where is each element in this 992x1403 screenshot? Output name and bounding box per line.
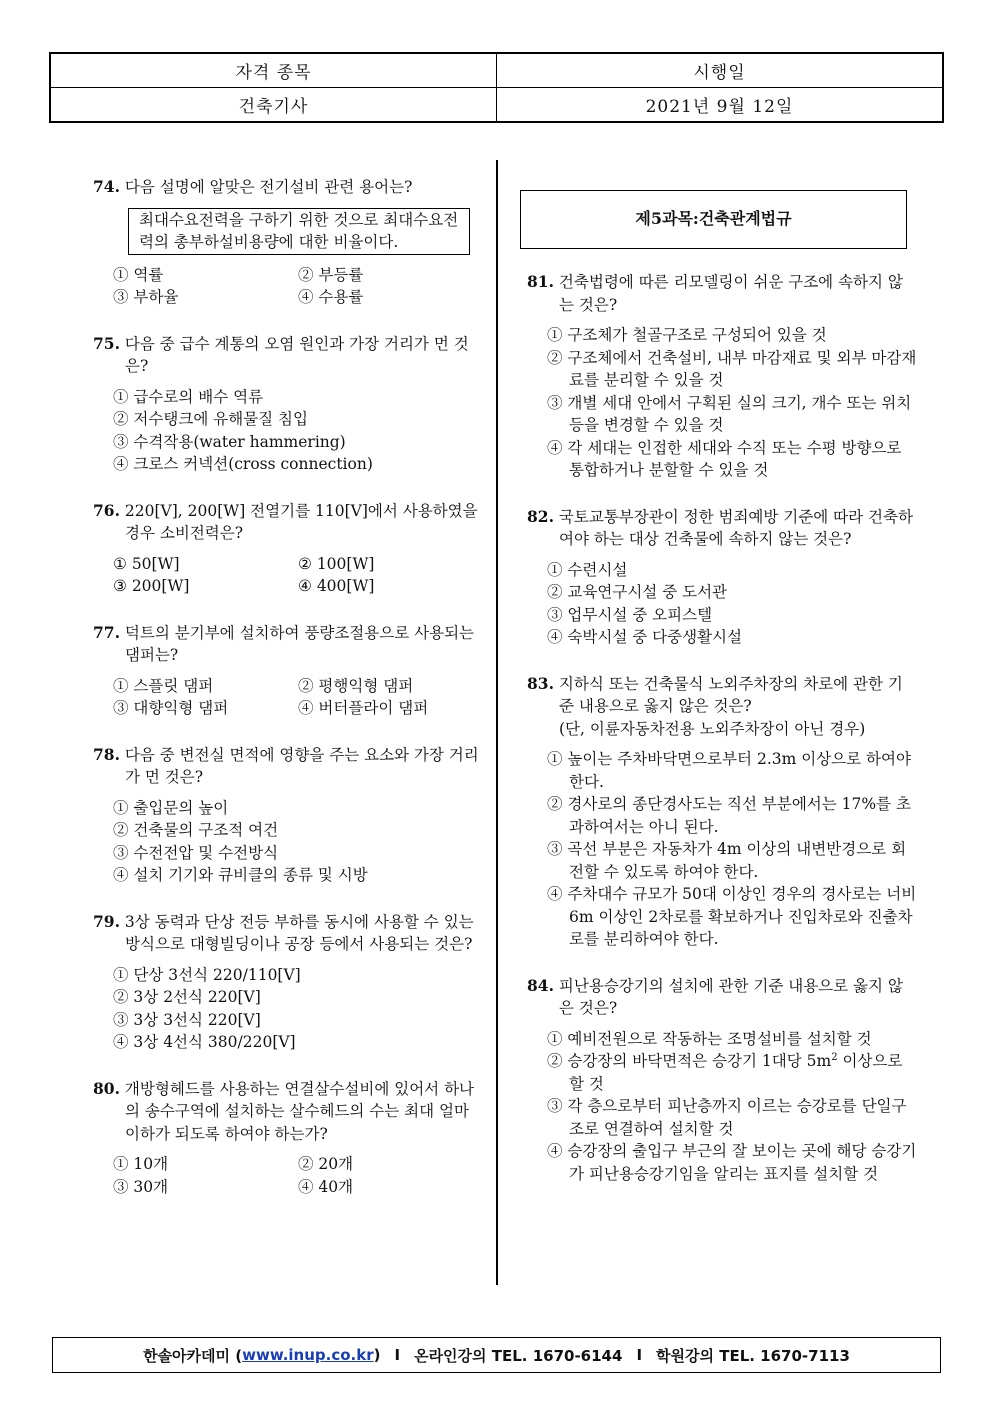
choice-3: ③ 3상 3선식 220[V] bbox=[113, 1010, 261, 1029]
choice-1: ① 급수로의 배수 역류 bbox=[113, 387, 264, 406]
question-stem: 76. 220[V], 200[W] 전열기를 110[V]에서 사용하였을 경우 소비전력은? bbox=[93, 500, 478, 542]
question-80 bbox=[93, 1078, 488, 1199]
choice-2: ② 교육연구시설 중 도서관 bbox=[547, 583, 728, 601]
choice-list bbox=[93, 386, 488, 476]
question-81 bbox=[527, 271, 917, 482]
right-column bbox=[527, 190, 917, 1204]
choice-3: ③ 200[W] bbox=[113, 577, 190, 595]
choice-1: ① 높이는 주차바닥면으로부터 2.3m 이상으로 하여야 한다. bbox=[547, 750, 911, 791]
choice-3: ③ 수격작용(water hammering) bbox=[113, 432, 346, 451]
choice-list bbox=[527, 324, 917, 482]
choice-list bbox=[93, 964, 488, 1054]
choice-3: ③ 개별 세대 안에서 구획된 실의 크기, 개수 또는 위치 등을 변경할 수 있을 것 bbox=[547, 393, 912, 434]
question-83 bbox=[527, 673, 917, 951]
choice-4: ④ 설치 기기와 큐비클의 종류 및 시방 bbox=[113, 866, 368, 884]
question-info-box: 최대수요전력을 구하기 위한 것으로 최대수요전력의 총부하설비용량에 대한 비율이다. bbox=[128, 208, 470, 255]
question-stem: 79. 3상 동력과 단상 전등 부하를 동시에 사용할 수 있는 방식으로 대형빌딩이나 공장 등에서 사용되는 것은? bbox=[93, 911, 474, 953]
choice-3: ③ 곡선 부분은 자동차가 4m 이상의 내변반경으로 회전할 수 있도록 하여야 한다. bbox=[547, 840, 907, 881]
exam-date-value: 2021년 9월 12일 bbox=[645, 96, 794, 117]
choice-4: ④ 3상 4선식 380/220[V] bbox=[113, 1033, 296, 1051]
choice-list bbox=[527, 748, 917, 951]
choice-3: ③ 업무시설 중 오피스텔 bbox=[547, 605, 713, 624]
left-column bbox=[93, 176, 488, 1217]
choice-1: ① 예비전원으로 작동하는 조명설비를 설치할 것 bbox=[547, 1029, 872, 1048]
footer-bar bbox=[52, 1337, 941, 1373]
exam-date-label: 시행일 bbox=[497, 54, 942, 88]
choice-list bbox=[93, 264, 488, 309]
choice-list bbox=[527, 559, 917, 649]
choice-2: ② 구조체에서 건축설비, 내부 마감재료 및 외부 마감재료를 분리할 수 있을 것 bbox=[547, 348, 917, 389]
choice-list bbox=[93, 675, 488, 720]
choice-3: ③ 수전전압 및 수전방식 bbox=[113, 843, 279, 862]
question-stem: 77. 덕트의 분기부에 설치하여 풍량조절용으로 사용되는 댐퍼는? bbox=[93, 622, 475, 664]
choice-4: ④ 크로스 커넥션(cross connection) bbox=[113, 455, 373, 473]
choice-4: ④ 40개 bbox=[298, 1177, 354, 1196]
question-82 bbox=[527, 506, 917, 649]
choice-list bbox=[93, 553, 488, 598]
exam-type-value: 건축기사 bbox=[51, 88, 497, 122]
question-stem: 84. 피난용승강기의 설치에 관한 기준 내용으로 옳지 않은 것은? bbox=[527, 975, 903, 1017]
choice-1: ① 50[W] bbox=[113, 554, 180, 573]
question-75 bbox=[93, 333, 488, 476]
choice-2: ② 승강장의 바닥면적은 승강기 1대당 $5m^2$ 이상으로 할 것 bbox=[547, 1051, 903, 1093]
question-stem: 74. 다음 설명에 알맞은 전기설비 관련 용어는? bbox=[93, 177, 413, 196]
choice-1: ① 출입문의 높이 bbox=[113, 798, 229, 817]
subject-title: 제5과목:건축관계법규 bbox=[520, 190, 907, 249]
question-76 bbox=[93, 500, 488, 598]
exam-info-table bbox=[49, 52, 944, 123]
choice-4: ④ 400[W] bbox=[298, 577, 375, 595]
question-74 bbox=[93, 176, 488, 309]
question-stem: 80. 개방형헤드를 사용하는 연결살수설비에 있어서 하나의 송수구역에 설치하는 살수헤드의 수는 최대 얼마 이하가 되도록 하여야 하는가? bbox=[93, 1078, 475, 1143]
question-77 bbox=[93, 622, 488, 720]
choice-1: ① 역률 bbox=[113, 265, 164, 284]
choice-3: ③ 각 층으로부터 피난층까지 이르는 승강로를 단일구조로 연결하여 설치할 것 bbox=[547, 1097, 907, 1138]
footer-academy: 한솔아카데미 ( bbox=[143, 1346, 243, 1365]
choice-1: ① 수련시설 bbox=[547, 560, 628, 579]
choice-2: ② 부등률 bbox=[298, 265, 364, 284]
question-84 bbox=[527, 975, 917, 1186]
question-stem: 83. 지하식 또는 건축물식 노외주차장의 차로에 관한 기준 내용으로 옳지 않은 것은? bbox=[527, 673, 903, 715]
footer-offline-phone: 학원강의 TEL. 1670-7113 bbox=[656, 1346, 850, 1365]
choice-3: ③ 대향익형 댐퍼 bbox=[113, 699, 229, 717]
choice-4: ④ 각 세대는 인접한 세대와 수직 또는 수평 방향으로 통합하거나 분할할 수 있을 것 bbox=[547, 438, 902, 479]
footer-separator: I bbox=[394, 1346, 401, 1364]
choice-2: ② 3상 2선식 220[V] bbox=[113, 988, 261, 1006]
question-stem: 78. 다음 중 변전실 면적에 영향을 주는 요소와 가장 거리가 먼 것은? bbox=[93, 744, 479, 786]
superscript: 2 bbox=[831, 1051, 838, 1063]
choice-1: ① 10개 bbox=[113, 1155, 169, 1173]
choice-1: ① 구조체가 철골구조로 구성되어 있을 것 bbox=[547, 326, 827, 344]
choice-4: ④ 승강장의 출입구 부근의 잘 보이는 곳에 해당 승강기가 피난용승강기임을 알리는 표지를 설치할 것 bbox=[547, 1142, 917, 1183]
choice-4: ④ 버터플라이 댐퍼 bbox=[298, 699, 429, 717]
choice-3: ③ 30개 bbox=[113, 1177, 169, 1196]
choice-list bbox=[93, 1153, 488, 1198]
question-stem: 82. 국토교통부장관이 정한 범죄예방 기준에 따라 건축하여야 하는 대상 건축물에 속하지 않는 것은? bbox=[527, 506, 913, 548]
choice-list bbox=[93, 797, 488, 887]
choice-2: ② 경사로의 종단경사도는 직선 부분에서는 17%를 초과하여서는 아니 된다. bbox=[547, 795, 912, 836]
choice-2: ② 저수탱크에 유해물질 침입 bbox=[113, 410, 308, 428]
choice-3: ③ 부하율 bbox=[113, 288, 179, 306]
choice-4: ④ 수용률 bbox=[298, 288, 364, 306]
choice-1: ① 스플릿 댐퍼 bbox=[113, 676, 214, 695]
choice-4: ④ 주차대수 규모가 50대 이상인 경우의 경사로는 너비 6m 이상인 2차로를 확보하거나 진입차로와 진출차로를 분리하여야 한다. bbox=[547, 885, 917, 948]
question-stem: 81. 건축법령에 따른 리모델링이 쉬운 구조에 속하지 않는 것은? bbox=[527, 272, 903, 314]
question-78 bbox=[93, 744, 488, 887]
footer-online-phone: 온라인강의 TEL. 1670-6144 bbox=[414, 1346, 623, 1365]
question-note: (단, 이륜자동차전용 노외주차장이 아닌 경우) bbox=[559, 719, 866, 738]
footer-paren: ) bbox=[373, 1346, 381, 1364]
choice-2: ② 100[W] bbox=[298, 554, 375, 573]
choice-2: ② 20개 bbox=[298, 1155, 354, 1173]
footer-website-link[interactable]: www.inup.co.kr bbox=[242, 1346, 374, 1364]
footer-separator: I bbox=[636, 1346, 643, 1364]
choice-list bbox=[527, 1028, 917, 1186]
exam-type-label: 자격 종목 bbox=[51, 54, 497, 88]
question-79 bbox=[93, 911, 488, 1054]
question-stem: 75. 다음 중 급수 계통의 오염 원인과 가장 거리가 먼 것은? bbox=[93, 333, 469, 375]
choice-1: ① 단상 3선식 220/110[V] bbox=[113, 965, 301, 984]
choice-2: ② 건축물의 구조적 여건 bbox=[113, 821, 279, 839]
choice-4: ④ 숙박시설 중 다중생활시설 bbox=[547, 628, 742, 646]
choice-2: ② 평행익형 댐퍼 bbox=[298, 676, 414, 695]
column-divider bbox=[496, 160, 498, 1285]
